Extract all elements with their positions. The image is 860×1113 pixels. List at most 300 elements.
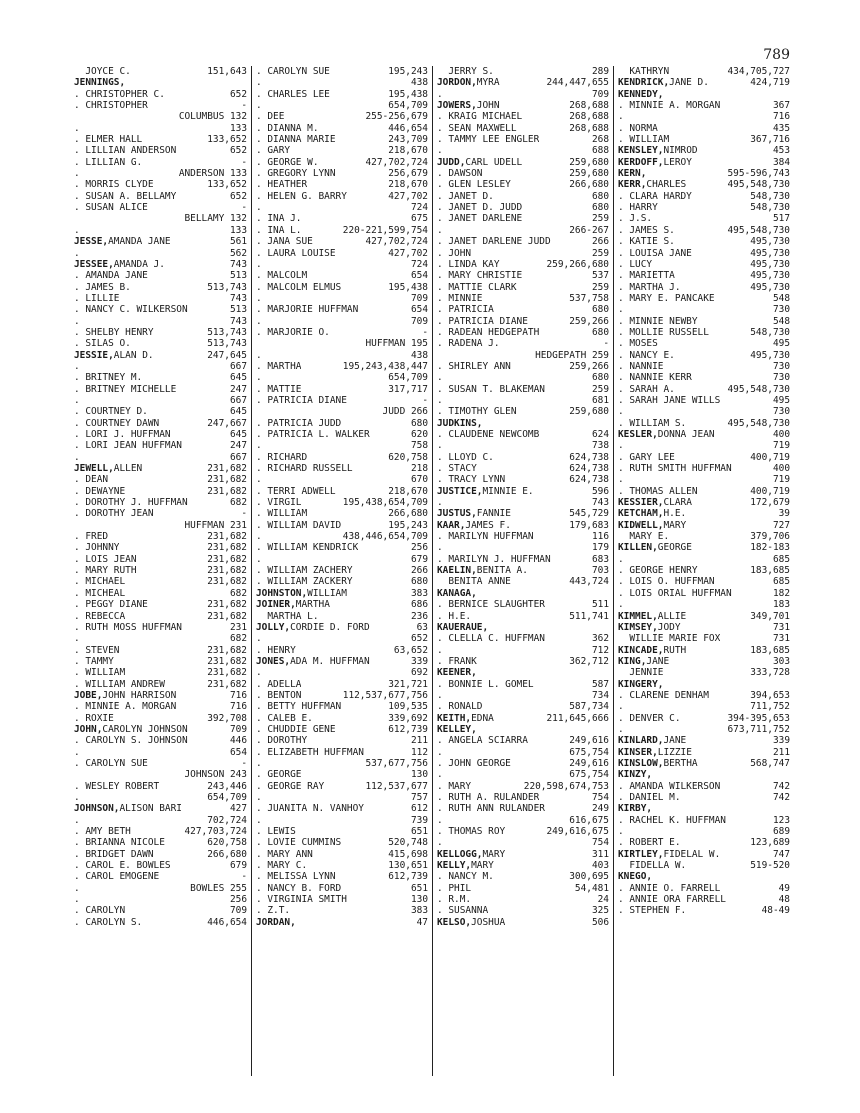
entry-pages: 680: [591, 372, 609, 384]
entry-pages: 231,682: [207, 667, 247, 679]
entry-pages: 747: [772, 848, 790, 860]
entry-name: . THOMAS ALLEN: [618, 485, 698, 497]
index-entry: [256, 883, 428, 894]
entry-pages: 438,446,654,709: [342, 531, 428, 543]
entry-pages: 133,652: [207, 134, 247, 146]
index-entry: [437, 452, 609, 463]
index-entry: [437, 361, 609, 372]
entry-name: . MARY: [437, 780, 472, 792]
entry-pages: 680: [410, 417, 428, 429]
entry-name: KINSER,: [618, 746, 658, 758]
index-entry: [256, 645, 428, 656]
entry-pages: 624,738: [569, 474, 609, 486]
index-columns: [70, 66, 794, 1076]
entry-name: .: [74, 224, 80, 236]
index-surname-entry: [74, 724, 247, 735]
index-entry: [437, 111, 609, 122]
entry-name: . JOHNNY: [74, 542, 120, 554]
entry-name: . MINNIE: [437, 292, 483, 304]
index-entry: [74, 542, 247, 553]
entry-given-name: H.E.: [663, 508, 687, 520]
entry-pages: 495,548,730: [727, 224, 790, 236]
entry-pages: 624,738: [569, 463, 609, 475]
index-entry: [74, 452, 247, 463]
index-surname-entry: [618, 429, 790, 440]
entry-pages: 400,719: [750, 451, 790, 463]
entry-pages: 702,724: [207, 814, 247, 826]
index-entry: [256, 792, 428, 803]
entry-label: [618, 611, 686, 622]
entry-name: . COURTNEY D.: [74, 406, 148, 418]
entry-label: [256, 656, 370, 667]
entry-name: . BERNICE SLAUGHTER: [437, 599, 545, 611]
entry-name: . GEORGE W.: [256, 156, 319, 168]
entry-pages: 211,645,666: [546, 712, 609, 724]
entry-pages: 730: [772, 304, 790, 316]
entry-pages: 651: [410, 826, 428, 838]
entry-given-name: CAROLYN JOHNSON: [102, 723, 188, 735]
entry-name: JERRY S.: [437, 66, 494, 77]
entry-pages: 730: [772, 372, 790, 384]
entry-name: WILLIE MARIE FOX: [618, 633, 721, 645]
entry-name: JONES,: [256, 655, 291, 667]
entry-name: JEWELL,: [74, 463, 114, 475]
entry-name: KERR,: [618, 179, 647, 191]
entry-pages: 268,688: [569, 100, 609, 112]
index-entry: [256, 418, 428, 429]
entry-pages: 427,702,724: [365, 236, 428, 248]
index-entry: [256, 667, 428, 678]
entry-pages: -: [241, 871, 247, 883]
entry-name: . LOVIE CUMMINS: [256, 837, 342, 849]
index-entry: [74, 418, 247, 429]
entry-name: . WILLIAM ANDREW: [74, 678, 165, 690]
entry-name: . VIRGIL: [256, 497, 302, 509]
index-surname-entry: [437, 157, 609, 168]
entry-pages: 109,535: [388, 701, 428, 713]
index-entry: [437, 179, 609, 190]
entry-pages: 130: [410, 894, 428, 906]
entry-pages: 651: [410, 882, 428, 894]
index-entry: [618, 372, 790, 383]
entry-name: .: [256, 814, 262, 826]
entry-name: KINLARD,: [618, 735, 664, 747]
entry-label: [437, 849, 505, 860]
entry-pages: 49: [778, 882, 790, 894]
entry-label: [256, 588, 347, 599]
index-entry: [437, 690, 609, 701]
index-entry: [256, 815, 428, 826]
entry-name: . FRANK: [437, 655, 477, 667]
entry-name: KERN,: [618, 168, 647, 180]
entry-name: . JOHN GEORGE: [437, 757, 511, 769]
index-entry: [74, 225, 247, 236]
entry-given-name: AMANDA J.: [113, 258, 165, 270]
index-entry: [256, 293, 428, 304]
entry-pages: 520,748: [388, 837, 428, 849]
entry-pages: 675: [410, 213, 428, 225]
entry-pages: 680: [591, 304, 609, 316]
entry-pages: 652: [410, 633, 428, 645]
entry-pages: 742: [772, 792, 790, 803]
entry-pages: ANDERSON 133: [178, 168, 247, 180]
entry-given-name: JOSHUA: [471, 916, 506, 928]
index-surname-entry: [74, 803, 247, 814]
index-column-1: [70, 66, 251, 1076]
index-surname-entry: [437, 622, 609, 633]
index-entry: [437, 542, 609, 553]
entry-pages: [788, 769, 790, 780]
entry-pages: -: [241, 100, 247, 112]
entry-name: . MINNIE A. MORGAN: [618, 100, 721, 112]
entry-name: .: [256, 633, 262, 645]
entry-pages: 620,758: [388, 451, 428, 463]
entry-name: .: [437, 224, 443, 236]
entry-name: . DAWSON: [437, 168, 483, 180]
entry-name: .: [256, 292, 262, 304]
entry-pages: [788, 679, 790, 690]
entry-label: [618, 747, 692, 758]
entry-name: KAELIN,: [437, 565, 477, 577]
index-entry: [74, 837, 247, 848]
index-entry: [437, 202, 609, 213]
index-entry: [74, 781, 247, 792]
index-surname-entry: [437, 724, 609, 735]
entry-pages: 681: [591, 394, 609, 406]
entry-pages: 742: [772, 780, 790, 792]
entry-pages: 48-49: [761, 905, 790, 917]
entry-pages: 624: [591, 429, 609, 440]
entry-name: . WILLIAM: [74, 667, 126, 679]
index-entry: [437, 66, 609, 77]
index-entry: [74, 588, 247, 599]
entry-name: . THOMAS ROY: [437, 826, 506, 838]
index-surname-entry: [437, 860, 609, 871]
entry-name: JENNIE: [618, 667, 664, 679]
index-entry: [437, 372, 609, 383]
entry-pages: 739: [410, 814, 428, 826]
entry-pages: 54,481: [574, 882, 609, 894]
entry-name: . MALCOLM ELMUS: [256, 281, 342, 293]
index-entry: [74, 384, 247, 395]
index-entry: [74, 871, 247, 882]
index-entry: [74, 622, 247, 633]
entry-pages: 731: [772, 633, 790, 645]
page-number: 789: [763, 47, 790, 63]
index-entry: [437, 633, 609, 644]
entry-pages: 562: [229, 247, 247, 259]
entry-given-name: GEORGE: [657, 542, 692, 554]
index-entry: [256, 395, 428, 406]
entry-name: . ANGELA SCIARRA: [437, 735, 528, 747]
entry-name: . Z.T.: [256, 905, 291, 917]
entry-name: KAAR,: [437, 519, 466, 531]
entry-given-name: EDNA: [471, 712, 494, 724]
entry-name: .: [74, 746, 80, 758]
entry-name: . RICHARD RUSSELL: [256, 463, 353, 475]
entry-name: . KRAIG MICHAEL: [437, 111, 523, 123]
entry-name: . RUTH A. RULANDER: [437, 792, 540, 803]
index-entry: [618, 905, 790, 916]
entry-pages: 495: [772, 338, 790, 350]
entry-label: [437, 520, 511, 531]
index-entry: [74, 282, 247, 293]
entry-given-name: RUTH: [663, 644, 687, 656]
entry-pages: 325: [591, 905, 609, 917]
entry-pages: [607, 622, 609, 633]
entry-name: . JAMES S.: [618, 224, 675, 236]
entry-pages: 754: [591, 837, 609, 849]
entry-name: . MARY ANN: [256, 848, 313, 860]
entry-name: . MINNIE A. MORGAN: [74, 701, 177, 713]
entry-given-name: AMANDA JANE: [108, 236, 171, 248]
entry-pages: 259: [591, 281, 609, 293]
entry-pages: 495,730: [750, 349, 790, 361]
entry-name: . COURTNEY DAWN: [74, 417, 160, 429]
entry-pages: HUFFMAN 195: [365, 338, 428, 350]
index-entry: [256, 372, 428, 383]
entry-pages: 130: [410, 769, 428, 781]
index-entry: [256, 225, 428, 236]
index-surname-entry: [256, 588, 428, 599]
index-surname-entry: [618, 157, 790, 168]
entry-name: KELLEY,: [437, 723, 477, 735]
entry-pages: 379,706: [750, 531, 790, 543]
entry-pages: 236: [410, 610, 428, 622]
entry-name: . SHIRLEY ANN: [437, 360, 511, 372]
entry-name: . CAROL E. BOWLES: [74, 860, 171, 872]
entry-label: [618, 508, 686, 519]
index-entry: [74, 860, 247, 871]
index-entry: [256, 248, 428, 259]
index-entry: [74, 134, 247, 145]
index-entry: [437, 599, 609, 610]
entry-name: . CLARENE DENHAM: [618, 689, 709, 701]
entry-pages: 620,758: [207, 837, 247, 849]
index-entry: [618, 588, 790, 599]
entry-pages: BOWLES 255: [190, 882, 247, 894]
entry-pages: 734: [591, 689, 609, 701]
entry-pages: 654: [410, 270, 428, 282]
entry-pages: 624,738: [569, 451, 609, 463]
entry-given-name: CARL UDELL: [465, 156, 523, 168]
index-entry: [618, 259, 790, 270]
index-entry: [618, 531, 790, 542]
index-entry: [437, 270, 609, 281]
index-entry: [437, 826, 609, 837]
index-entry: [618, 701, 790, 712]
index-entry: [256, 100, 428, 111]
entry-given-name: ADA M. HUFFMAN: [290, 655, 370, 667]
entry-pages: 446: [229, 735, 247, 747]
index-entry: [74, 520, 247, 531]
entry-given-name: MARTHA: [295, 599, 330, 611]
index-entry: [618, 690, 790, 701]
index-entry: [437, 282, 609, 293]
index-entry: [618, 486, 790, 497]
entry-name: JOYCE C.: [74, 66, 131, 77]
entry-pages: 24: [597, 894, 609, 906]
entry-pages: 218,670: [388, 179, 428, 191]
index-entry: [618, 338, 790, 349]
entry-pages: 427,702,724: [365, 156, 428, 168]
index-entry: [437, 429, 609, 440]
index-entry: [437, 338, 609, 349]
entry-name: .: [256, 667, 262, 679]
entry-pages: 685: [772, 553, 790, 565]
index-entry: [256, 554, 428, 565]
entry-name: . SUSANNA: [437, 905, 489, 917]
entry-name: JORDAN,: [256, 916, 296, 928]
entry-name: .: [74, 122, 80, 134]
index-surname-entry: [618, 168, 790, 179]
entry-name: . RUTH MOSS HUFFMAN: [74, 621, 182, 633]
entry-pages: 182: [772, 587, 790, 599]
entry-pages: 183,685: [750, 565, 790, 577]
entry-pages: 255-256,679: [365, 111, 428, 123]
index-entry: [256, 66, 428, 77]
entry-name: KENSLEY,: [618, 145, 664, 157]
index-entry: [256, 701, 428, 712]
entry-name: . INA J.: [256, 213, 302, 225]
index-entry: [74, 554, 247, 565]
index-entry: [618, 270, 790, 281]
index-entry: [74, 429, 247, 440]
index-entry: [618, 724, 790, 735]
entry-label: [618, 145, 698, 156]
entry-pages: -: [241, 202, 247, 214]
index-entry: [618, 554, 790, 565]
entry-name: . CAROLYN SUE: [256, 66, 330, 77]
entry-name: JOWERS,: [437, 100, 477, 112]
entry-pages: 220,598,674,753: [523, 780, 609, 792]
index-entry: [618, 406, 790, 417]
index-surname-entry: [618, 497, 790, 508]
index-entry: [437, 395, 609, 406]
index-surname-entry: [74, 690, 247, 701]
entry-pages: 724: [410, 258, 428, 270]
entry-name: .: [256, 531, 262, 543]
index-entry: [618, 883, 790, 894]
entry-name: .: [437, 542, 443, 554]
entry-pages: 587: [591, 678, 609, 690]
index-entry: [74, 565, 247, 576]
entry-pages: 716: [772, 111, 790, 123]
entry-name: . JUANITA N. VANHOY: [256, 803, 364, 815]
entry-name: .: [256, 100, 262, 112]
index-entry: [256, 361, 428, 372]
index-entry: [256, 576, 428, 587]
entry-pages: 645: [229, 406, 247, 418]
entry-name: . SILAS O.: [74, 338, 131, 350]
index-entry: [437, 259, 609, 270]
entry-pages: 427,702: [388, 247, 428, 259]
index-entry: [74, 123, 247, 134]
entry-name: JUDKINS,: [437, 417, 483, 429]
index-entry: [618, 304, 790, 315]
index-entry: [256, 327, 428, 338]
entry-name: . PATRICIA JUDD: [256, 417, 342, 429]
index-entry: [618, 111, 790, 122]
entry-pages: 256,679: [388, 168, 428, 180]
entry-name: . H.E.: [437, 610, 472, 622]
entry-name: . WILLIAM ZACKERY: [256, 576, 353, 588]
entry-name: .: [74, 814, 80, 826]
entry-pages: 243,709: [388, 134, 428, 146]
entry-pages: HEDGEPATH 259: [535, 349, 609, 361]
entry-pages: 247,645: [207, 349, 247, 361]
entry-name: . DENVER C.: [618, 712, 681, 724]
entry-name: . ANNIE O. FARRELL: [618, 882, 721, 894]
entry-name: . ANNIE ORA FARRELL: [618, 894, 726, 906]
entry-name: .: [256, 553, 262, 565]
entry-given-name: JANE: [646, 655, 670, 667]
index-entry: [618, 316, 790, 327]
entry-pages: 692: [410, 667, 428, 679]
entry-pages: 231,682: [207, 531, 247, 543]
entry-pages: -: [422, 326, 428, 338]
entry-pages: 654,709: [388, 100, 428, 112]
index-entry: [437, 236, 609, 247]
entry-name: . DOROTHY: [256, 735, 308, 747]
index-entry: [74, 372, 247, 383]
entry-pages: 727: [772, 519, 790, 531]
entry-name: . PATRICIA DIANE: [437, 315, 528, 327]
index-entry: [256, 111, 428, 122]
entry-pages: 703: [591, 565, 609, 577]
entry-given-name: ALLIE: [657, 610, 687, 622]
entry-pages: 394-395,653: [727, 712, 790, 724]
entry-pages: 268,688: [569, 111, 609, 123]
entry-name: .: [256, 440, 262, 452]
entry-pages: 443,724: [569, 576, 609, 588]
entry-label: [618, 758, 698, 769]
index-entry: [256, 134, 428, 145]
index-entry: [74, 474, 247, 485]
entry-name: . LORI J. HUFFMAN: [74, 429, 171, 440]
entry-name: .: [437, 145, 443, 157]
entry-name: . CHUDDIE GENE: [256, 723, 336, 735]
entry-name: JOBE,: [74, 689, 103, 701]
index-entry: [618, 792, 790, 803]
entry-label: [437, 486, 534, 497]
entry-pages: 709: [229, 905, 247, 917]
entry-given-name: ALAN D.: [113, 349, 154, 361]
entry-name: . HARRY: [618, 202, 658, 214]
entry-name: . R.M.: [437, 894, 472, 906]
index-entry: [74, 905, 247, 916]
index-entry: [74, 270, 247, 281]
entry-label: [437, 565, 528, 576]
entry-pages: 716: [229, 701, 247, 713]
entry-name: . TAMMY LEE ENGLER: [437, 134, 540, 146]
entry-pages: 179: [591, 542, 609, 554]
entry-pages: 645: [229, 429, 247, 440]
entry-name: . MARILYN HUFFMAN: [437, 531, 534, 543]
entry-name: .: [437, 814, 443, 826]
index-entry: [256, 429, 428, 440]
index-surname-entry: [256, 917, 428, 928]
entry-pages: 596: [591, 485, 609, 497]
entry-pages: [245, 77, 247, 88]
entry-pages: 743: [229, 292, 247, 304]
entry-name: KINSLOW,: [618, 757, 664, 769]
index-entry: [437, 350, 609, 361]
entry-name: . WILLIAM ZACHERY: [256, 565, 353, 577]
index-entry: [437, 440, 609, 451]
entry-pages: 218,670: [388, 145, 428, 157]
index-entry: [74, 633, 247, 644]
